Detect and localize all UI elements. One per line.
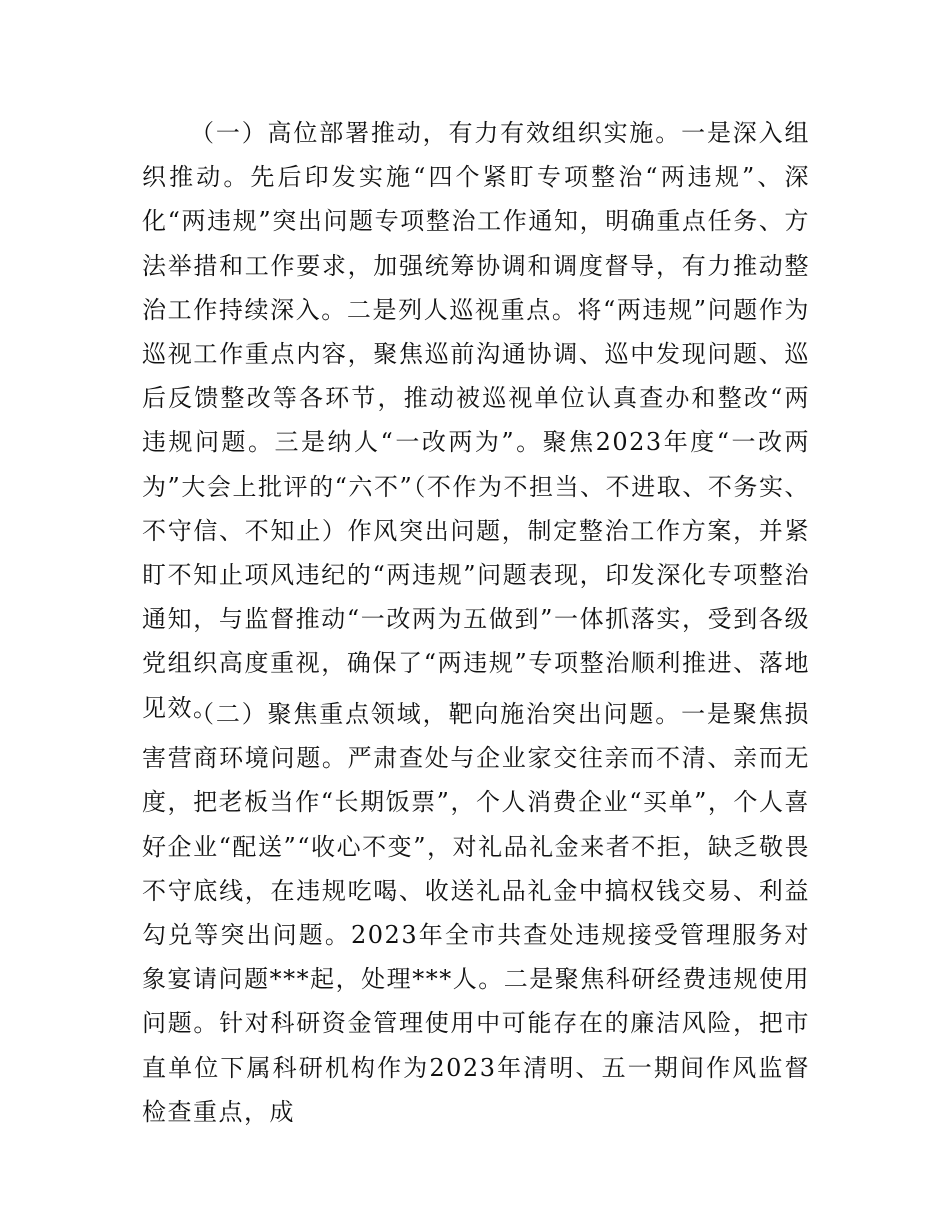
paragraph-section-1: （一）高位部署推动，有力有效组织实施。一是深入组织推动。先后印发实施“四个紧盯专项整治“两违规”、深化“两违规”突出问题专项整治工作通知，明确重点任务、方法举措和工作要求，加强统筹协调和调度督导，有力推动整治工作持续深入。二是列人巡视重点。将“两违规”问题作为巡视工作重点内容，聚焦巡前沟通协调、巡中发现问题、巡后反馈整改等各环节，推动被巡视单位认真查办和整改“两违规问题。三是纳人“一改两为”。聚焦2023年度“一改两为”大会上批评的“六不”（不作为不担当、不进取、不务实、不守信、不知止）作风突出问题，制定整治工作方案，并紧盯不知止项风违纪的“两违规”问题表现，印发深化专项整治通知，与监督推动“一改两为五做到”一体抓落实，受到各级党组织高度重视，确保了“两违规”专项整治顺利推进、落地见效。 xyxy=(142,119,810,722)
paragraph-section-2: （二）聚焦重点领域，靶向施治突出问题。一是聚焦损害营商环境问题。严肃查处与企业家交往亲而不清、亲而无度，把老板当作“长期饭票”，个人消费企业“买单”，个人喜好企业“配送”“收心不变”，对礼品礼金来者不拒，缺乏敬畏不守底线，在违规吃喝、收送礼品礼金中搞权钱交易、利益勾兑等突出问题。2023年全市共查处违规接受管理服务对象宴请问题***起，处理***人。二是聚焦科研经费违规使用问题。针对科研资金管理使用中可能存在的廉洁风险，把市直单位下属科研机构作为2023年清明、五一期间作风监督检查重点，成 xyxy=(142,700,810,1126)
